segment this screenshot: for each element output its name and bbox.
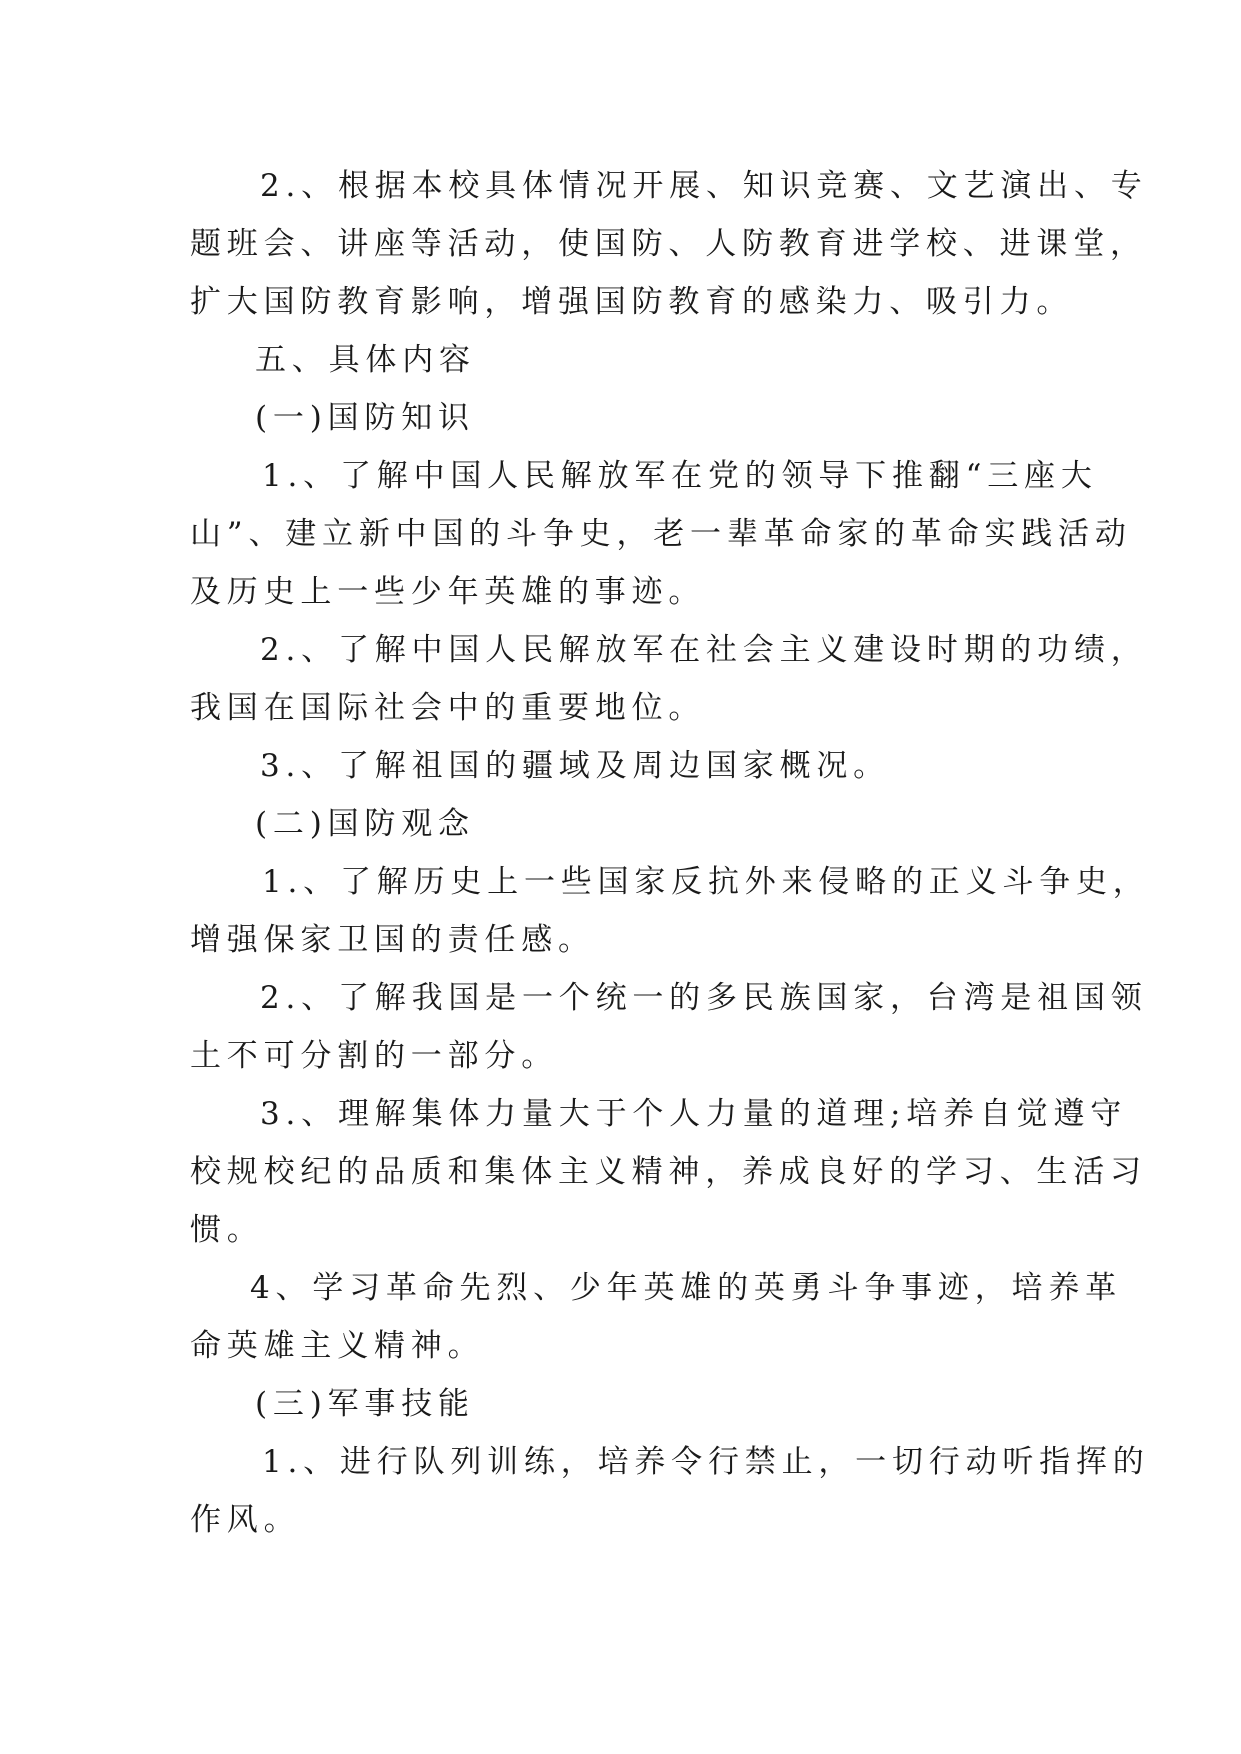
text-line: 1.、进行队列训练，培养令行禁止，一切行动听指挥的: [262, 1444, 1150, 1480]
text-line: 3.、理解集体力量大于个人力量的道理;培养自觉遵守: [260, 1096, 1128, 1132]
text-line: 4、学习革命先烈、少年英雄的英勇斗争事迹，培养革: [250, 1270, 1122, 1306]
text-line: 1.、了解历史上一些国家反抗外来侵略的正义斗争史，: [262, 864, 1150, 900]
text-line: 作风。: [190, 1502, 301, 1538]
text-line: 命英雄主义精神。: [190, 1328, 485, 1364]
text-line: 扩大国防教育影响，增强国防教育的感染力、吸引力。: [190, 284, 1074, 320]
text-line: 增强保家卫国的责任感。: [190, 922, 595, 958]
text-line: 山”、建立新中国的斗争史，老一辈革命家的革命实践活动: [190, 516, 1132, 552]
subsection-heading: (二)国防观念: [255, 806, 475, 842]
text-line: 及历史上一些少年英雄的事迹。: [190, 574, 706, 610]
text-line: 土不可分割的一部分。: [190, 1038, 558, 1074]
section-heading: 五、具体内容: [255, 342, 476, 378]
text-line: 2.、了解中国人民解放军在社会主义建设时期的功绩，: [260, 632, 1148, 668]
subsection-heading: (一)国防知识: [255, 400, 475, 436]
text-line: 题班会、讲座等活动，使国防、人防教育进学校、进课堂，: [190, 226, 1147, 262]
text-line: 2.、根据本校具体情况开展、知识竞赛、文艺演出、专: [260, 168, 1148, 204]
text-line: 校规校纪的品质和集体主义精神，养成良好的学习、生活习: [190, 1154, 1147, 1190]
text-line: 1.、了解中国人民解放军在党的领导下推翻“三座大: [262, 458, 1098, 494]
text-line: 惯。: [190, 1212, 264, 1248]
text-line: 2.、了解我国是一个统一的多民族国家，台湾是祖国领: [260, 980, 1148, 1016]
subsection-heading: (三)军事技能: [255, 1386, 475, 1422]
text-line: 3.、了解祖国的疆域及周边国家概况。: [260, 748, 890, 784]
text-line: 我国在国际社会中的重要地位。: [190, 690, 706, 726]
